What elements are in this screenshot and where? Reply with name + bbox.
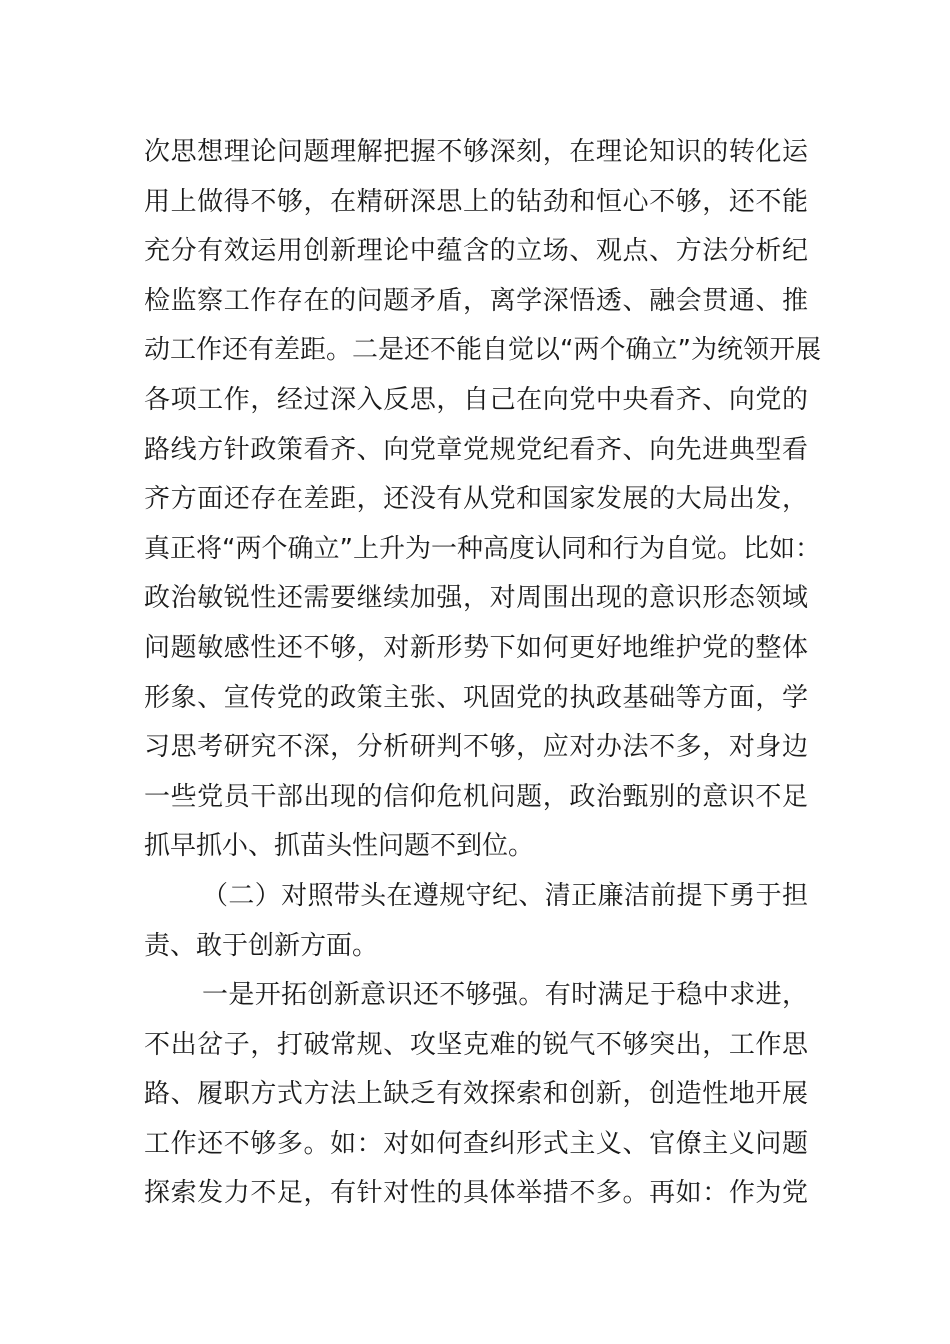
text-line: 抓早抓小、抓苗头性问题不到位。 [144, 831, 535, 862]
text-line: 真正将“两个确立”上升为一种高度认同和行为自觉。比如： [144, 533, 821, 564]
text-line: 充分有效运用创新理论中蕴含的立场、观点、方法分析纪 [144, 236, 808, 267]
text-line: 一是开拓创新意识还不够强。有时满足于稳中求进， [202, 980, 808, 1011]
text-line: 动工作还有差距。二是还不能自觉以“两个确立”为统领开展 [144, 335, 821, 366]
text-line: 各项工作，经过深入反思，自己在向党中央看齐、向党的 [144, 384, 808, 415]
text-line: 齐方面还存在差距，还没有从党和国家发展的大局出发， [144, 484, 808, 515]
text-line: 问题敏感性还不够，对新形势下如何更好地维护党的整体 [144, 632, 808, 663]
section-heading-line: （二）对照带头在遵规守纪、清正廉洁前提下勇于担 [202, 880, 808, 911]
text-line: 习思考研究不深，分析研判不够，应对办法不多，对身边 [144, 732, 808, 763]
text-line: 检监察工作存在的问题矛盾，离学深悟透、融会贯通、推 [144, 285, 808, 316]
text-line: 工作还不够多。如：对如何查纠形式主义、官僚主义问题 [144, 1128, 808, 1159]
text-line: 用上做得不够，在精研深思上的钻劲和恒心不够，还不能 [144, 186, 808, 217]
text-line: 一些党员干部出现的信仰危机问题，政治甄别的意识不足 [144, 781, 808, 812]
text-line: 路线方针政策看齐、向党章党规党纪看齐、向先进典型看 [144, 434, 808, 465]
section-heading-line: 责、敢于创新方面。 [144, 930, 379, 961]
text-line: 探索发力不足，有针对性的具体举措不多。再如：作为党 [144, 1178, 808, 1209]
text-line: 形象、宣传党的政策主张、巩固党的执政基础等方面，学 [144, 682, 808, 713]
text-line: 政治敏锐性还需要继续加强，对周围出现的意识形态领域 [144, 583, 808, 614]
body-text [144, 128, 821, 1219]
text-line: 次思想理论问题理解把握不够深刻，在理论知识的转化运 [144, 137, 808, 167]
text-line: 路、履职方式方法上缺乏有效探索和创新，创造性地开展 [144, 1079, 808, 1110]
text-line: 不出岔子，打破常规、攻坚克难的锐气不够突出，工作思 [144, 1029, 808, 1060]
